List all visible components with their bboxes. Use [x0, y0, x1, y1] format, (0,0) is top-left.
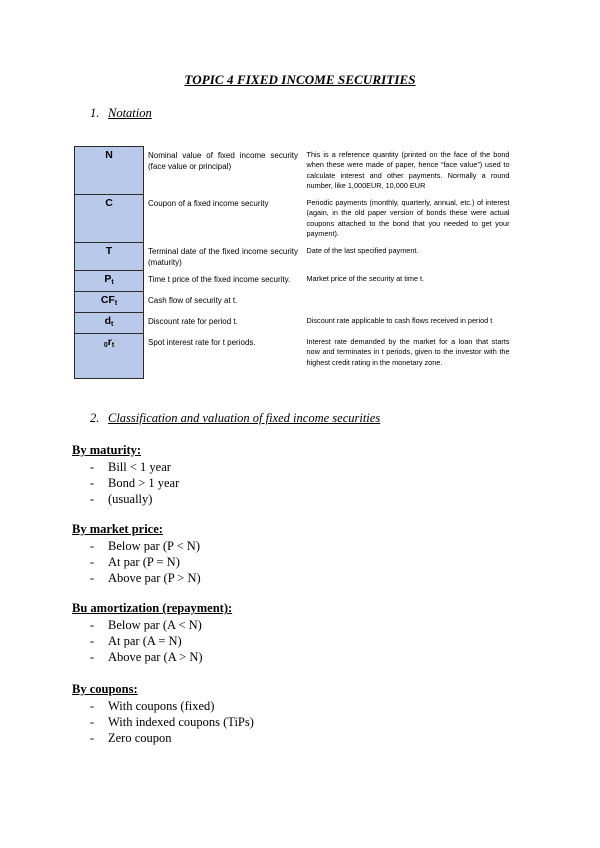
symbol-cell: C: [75, 195, 144, 243]
list-item: - At par (P = N): [90, 555, 180, 569]
description-cell: Coupon of a fixed income security: [148, 198, 269, 208]
explanation-cell: Date of the last specified payment.: [306, 245, 419, 255]
notation-table: [74, 146, 514, 379]
list-item: - Below par (A < N): [90, 618, 202, 632]
description-cell: Spot interest rate for t periods.: [148, 337, 256, 347]
list-item: - At par (A = N): [90, 634, 182, 648]
list-item: - Bill < 1 year: [90, 460, 171, 474]
section-label: Classification and valuation of fixed income securities: [108, 411, 381, 425]
amortization-list: [90, 617, 203, 665]
section-number: 2.: [90, 411, 100, 425]
page-title: TOPIC 4 FIXED INCOME SECURITIES: [184, 72, 416, 87]
description-cell: Time t price of the fixed income security.: [148, 274, 291, 284]
symbol-cell: $d_t$: [75, 313, 144, 334]
explanation-cell: This is a reference quantity (printed on the face of the bond when these were made of paper, hence “face value”) used to calculate interest and other payments. Normally a round number, like 1,000EUR, 10,000 EUR: [306, 149, 510, 190]
explanation-cell: Interest rate demanded by the market for a loan that starts now and terminates in t periods, given to the investor with the highest credit rating in the monetary zone.: [306, 336, 510, 367]
explanation-cell: [303, 292, 514, 313]
list-item: - Below par (P < N): [90, 539, 200, 553]
table-row: [75, 313, 514, 334]
symbol-cell: T: [75, 243, 144, 271]
symbol-cell: $P_t$: [75, 271, 144, 292]
table-row: [75, 243, 514, 271]
category-heading-coupons: By coupons:: [72, 682, 138, 696]
explanation-cell: Discount rate applicable to cash flows received in period t: [306, 315, 493, 325]
symbol-cell: $0r_t$: [75, 334, 144, 379]
section-heading-notation: [90, 106, 152, 121]
table-row: [75, 334, 514, 379]
list-item: - Above par (A > N): [90, 650, 203, 664]
market-price-list: [90, 538, 201, 586]
description-cell: Cash flow of security at t.: [148, 295, 238, 305]
symbol-cell: N: [75, 147, 144, 195]
category-heading-maturity: By maturity:: [72, 443, 142, 457]
list-item: - Above par (P > N): [90, 571, 201, 585]
section-label: Notation: [108, 106, 152, 120]
table-row: [75, 271, 514, 292]
table-row: [75, 292, 514, 313]
description-cell: Nominal value of fixed income security (face value or principal): [148, 150, 298, 171]
list-item: - With coupons (fixed): [90, 699, 215, 713]
table-row: [75, 195, 514, 243]
coupons-list: [90, 698, 254, 746]
category-heading-market-price: By market price:: [72, 522, 163, 536]
section-number: 1.: [90, 106, 100, 120]
symbol-cell: $CF_t$: [75, 292, 144, 313]
list-item: - (usually): [90, 492, 153, 506]
list-item: - Bond > 1 year: [90, 476, 180, 490]
maturity-list: [90, 459, 179, 507]
section-heading-classification: [90, 411, 380, 426]
list-item: - Zero coupon: [90, 731, 172, 745]
explanation-cell: Market price of the security at time t.: [306, 273, 425, 283]
description-cell: Terminal date of the fixed income security (maturity): [148, 246, 298, 267]
table-row: [75, 147, 514, 195]
description-cell: Discount rate for period t.: [148, 316, 238, 326]
list-item: - With indexed coupons (TiPs): [90, 715, 254, 729]
explanation-cell: Periodic payments (monthly, quarterly, annual, etc.) of interest (again, in the old paper version of bonds these were actual coupons attached to the bond that you needed to get your payment).: [306, 197, 510, 238]
category-heading-amortization: Bu amortization (repayment):: [72, 601, 233, 615]
